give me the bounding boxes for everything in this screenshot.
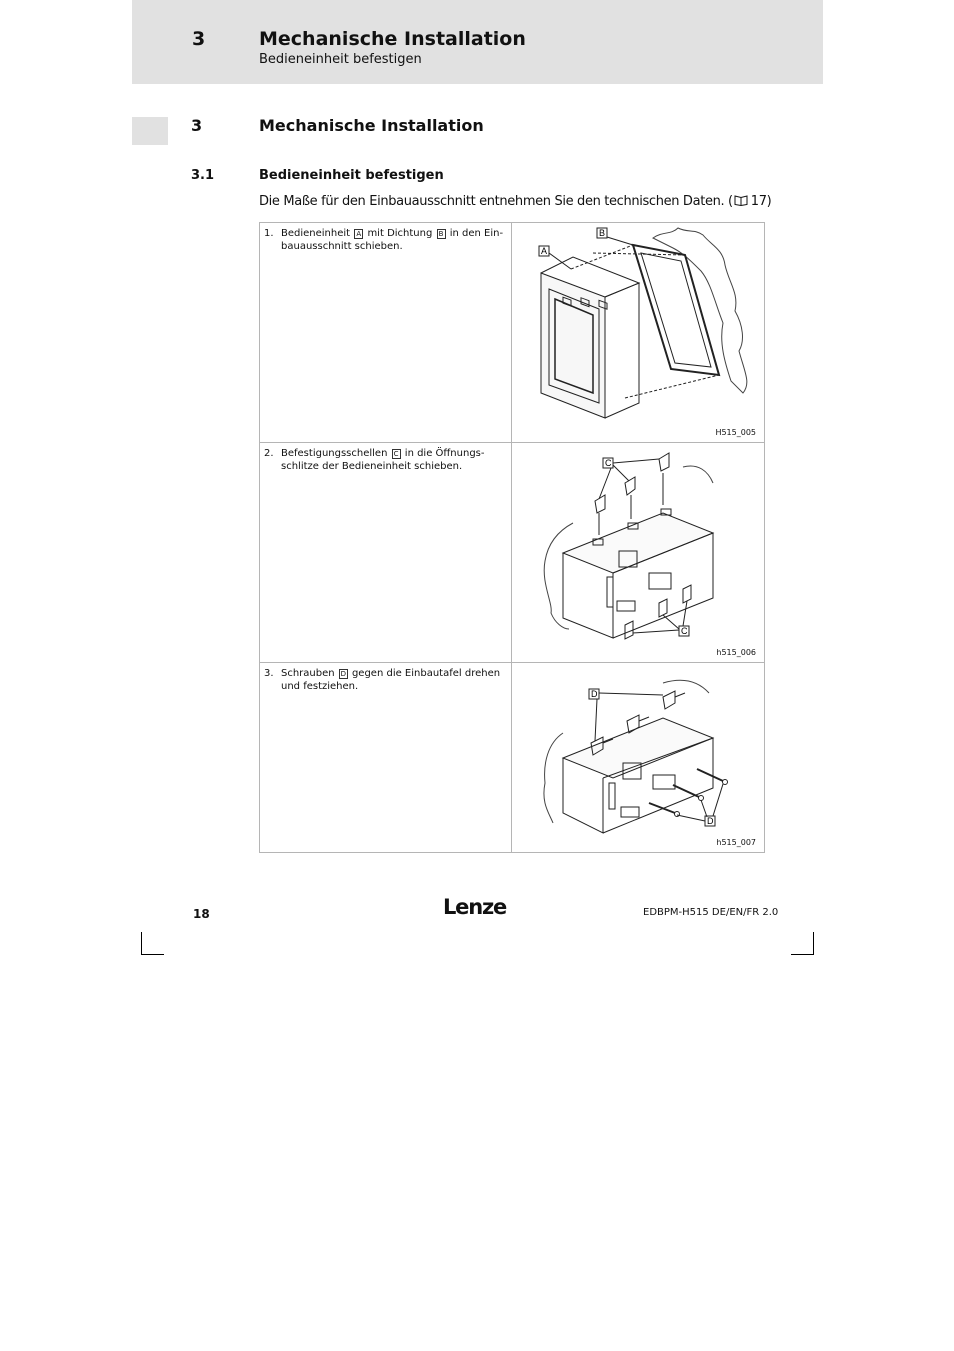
figure-clamp-insertion xyxy=(513,443,764,662)
section-title: Mechanische Installation xyxy=(259,116,484,135)
figure-label-d-top: D xyxy=(591,689,598,699)
crop-mark-right-vertical xyxy=(813,932,814,955)
header-subtitle: Bedieneinheit befestigen xyxy=(259,52,422,67)
header-chapter-number: 3 xyxy=(192,28,206,50)
intro-text: Die Maße für den Einbauausschnitt entnehmen Sie den technischen Daten. ( xyxy=(259,194,733,209)
step-instruction: Schrauben D gegen die Einbautafel drehen und festziehen. xyxy=(281,668,501,692)
lenze-logo: Lenze xyxy=(443,895,507,919)
figure-label-c-bottom: C xyxy=(681,626,688,636)
chapter-tab-marker xyxy=(132,117,168,145)
section-number: 3 xyxy=(191,116,203,135)
figure-id: H515_005 xyxy=(715,428,756,437)
installation-steps-table xyxy=(259,222,765,853)
intro-paragraph xyxy=(259,194,771,209)
figure-panel-insertion xyxy=(513,223,764,442)
step-text-3 xyxy=(262,663,512,852)
key-label-c: C xyxy=(392,449,401,459)
crop-mark-right-horizontal xyxy=(791,954,814,955)
step-text-2 xyxy=(262,443,512,662)
page-number: 18 xyxy=(193,907,210,921)
document-id: EDBPM-H515 DE/EN/FR 2.0 xyxy=(643,907,779,918)
crop-mark-left-vertical xyxy=(141,932,142,955)
key-label-b: B xyxy=(437,229,446,239)
step-text-1 xyxy=(262,223,512,442)
page-header xyxy=(132,0,823,84)
step-number: 1. xyxy=(264,228,274,239)
step-instruction: Befestigungsschellen C in die Öffnungs- schlitze der Bedieneinheit schieben. xyxy=(281,448,485,472)
screw-tightening-drawing xyxy=(513,663,764,853)
step-instruction: Bedieneinheit A mit Dichtung B in den Ein- bauausschnitt schieben. xyxy=(281,228,504,252)
step-number: 3. xyxy=(264,668,274,679)
figure-label-c-top: C xyxy=(605,458,612,468)
figure-id: h515_006 xyxy=(716,648,756,657)
figure-label-b: B xyxy=(599,228,606,238)
figure-id: h515_007 xyxy=(716,838,756,847)
key-label-d: D xyxy=(340,670,346,678)
intro-page-ref[interactable]: 17) xyxy=(750,194,772,209)
step-row-2 xyxy=(260,442,764,662)
step-row-3 xyxy=(260,662,764,852)
book-icon xyxy=(734,195,748,206)
crop-mark-left-horizontal xyxy=(141,954,164,955)
step-number: 2. xyxy=(264,448,274,459)
subsection-title: Bedieneinheit befestigen xyxy=(259,168,444,183)
step-row-1 xyxy=(260,223,764,442)
key-label-a: A xyxy=(354,229,363,239)
subsection-number: 3.1 xyxy=(191,168,215,183)
figure-label-a: A xyxy=(541,246,548,256)
figure-screw-tightening xyxy=(513,663,764,852)
clamp-insertion-drawing xyxy=(513,443,764,663)
figure-label-d-bottom: D xyxy=(707,816,714,826)
panel-insertion-drawing xyxy=(513,223,764,442)
header-chapter-title: Mechanische Installation xyxy=(259,28,526,50)
